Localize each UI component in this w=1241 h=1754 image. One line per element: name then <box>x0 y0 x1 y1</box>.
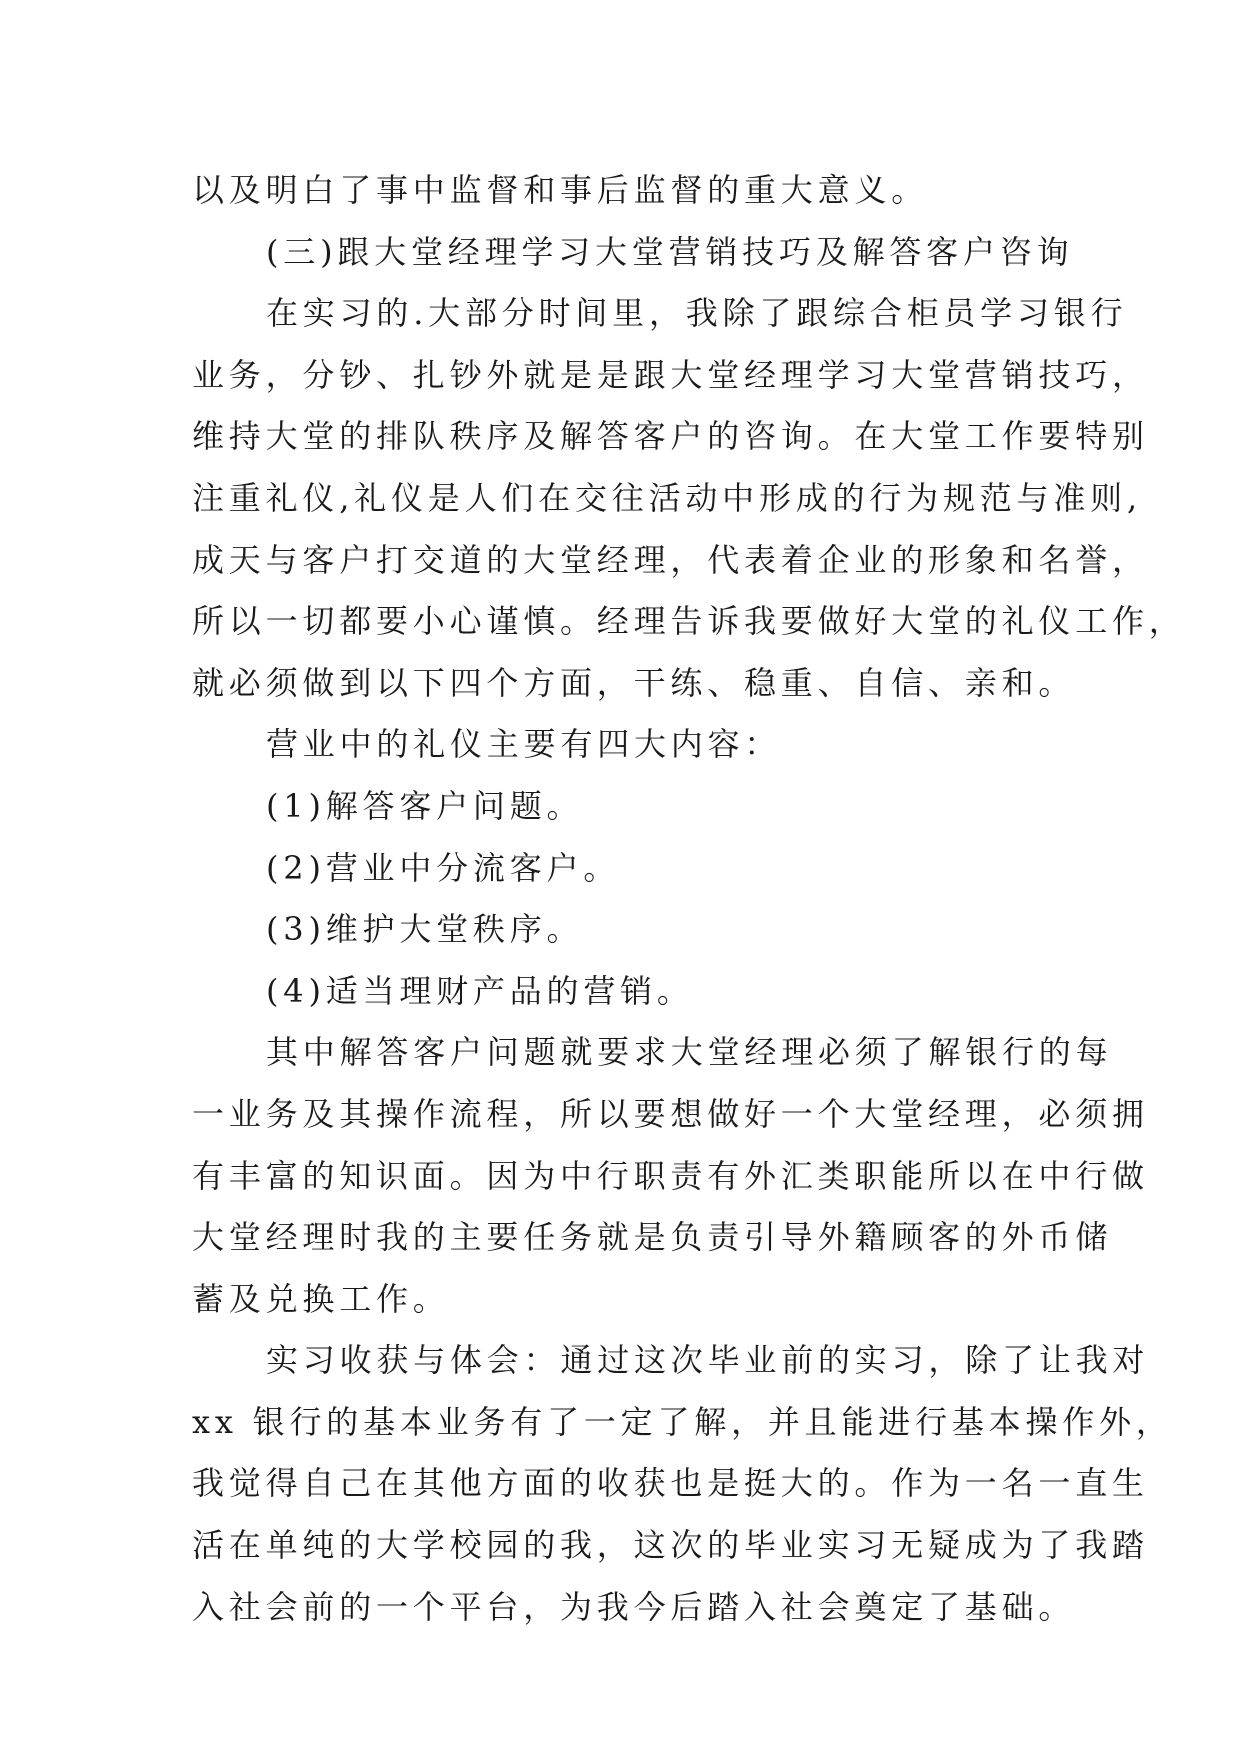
text-line: 大堂经理时我的主要任务就是负责引导外籍顾客的外币储 <box>192 1218 1113 1257</box>
text-line: 所以一切都要小心谨慎。经理告诉我要做好大堂的礼仪工作， <box>192 602 1186 641</box>
text-line: 维持大堂的排队秩序及解答客户的咨询。在大堂工作要特别 <box>192 417 1149 456</box>
text-line: 在实习的.大部分时间里，我除了跟综合柜员学习银行 <box>266 294 1128 333</box>
list-item: (4)适当理财产品的营销。 <box>266 971 694 1010</box>
text-line: 以及明白了事中监督和事后监督的重大意义。 <box>192 171 929 209</box>
text-line: 有丰富的知识面。因为中行职责有外汇类职能所以在中行做 <box>192 1156 1149 1195</box>
list-item: (1)解答客户问题。 <box>266 786 584 825</box>
list-item: (3)维护大堂秩序。 <box>266 910 584 949</box>
text-line: 实习收获与体会：通过这次毕业前的实习，除了让我对 <box>266 1341 1150 1380</box>
text-line: 其中解答客户问题就要求大堂经理必须了解银行的每 <box>266 1033 1113 1072</box>
text-line: 一业务及其操作流程，所以要想做好一个大堂经理，必须拥 <box>192 1094 1149 1133</box>
text-line: 营业中的礼仪主要有四大内容： <box>266 725 782 764</box>
text-line: 我觉得自己在其他方面的收获也是挺大的。作为一名一直生 <box>192 1464 1149 1503</box>
text-line: xx 银行的基本业务有了一定了解，并且能进行基本操作外， <box>192 1402 1173 1441</box>
text-line: 活在单纯的大学校园的我，这次的毕业实习无疑成为了我踏 <box>192 1526 1149 1565</box>
text-line: 业务，分钞、扎钞外就是是跟大堂经理学习大堂营销技巧， <box>192 355 1149 394</box>
list-item: (2)营业中分流客户。 <box>266 848 621 887</box>
text-line: 成天与客户打交道的大堂经理，代表着企业的形象和名誉， <box>192 540 1149 579</box>
text-line: 入社会前的一个平台，为我今后踏入社会奠定了基础。 <box>192 1587 1076 1626</box>
text-line: 就必须做到以下四个方面，干练、稳重、自信、亲和。 <box>192 663 1076 702</box>
document-body <box>192 160 1186 1638</box>
text-line: 注重礼仪,礼仪是人们在交往活动中形成的行为规范与准则, <box>192 478 1142 517</box>
text-line: 蓄及兑换工作。 <box>192 1279 450 1318</box>
section-heading: (三)跟大堂经理学习大堂营销技巧及解答客户咨询 <box>266 232 1074 271</box>
